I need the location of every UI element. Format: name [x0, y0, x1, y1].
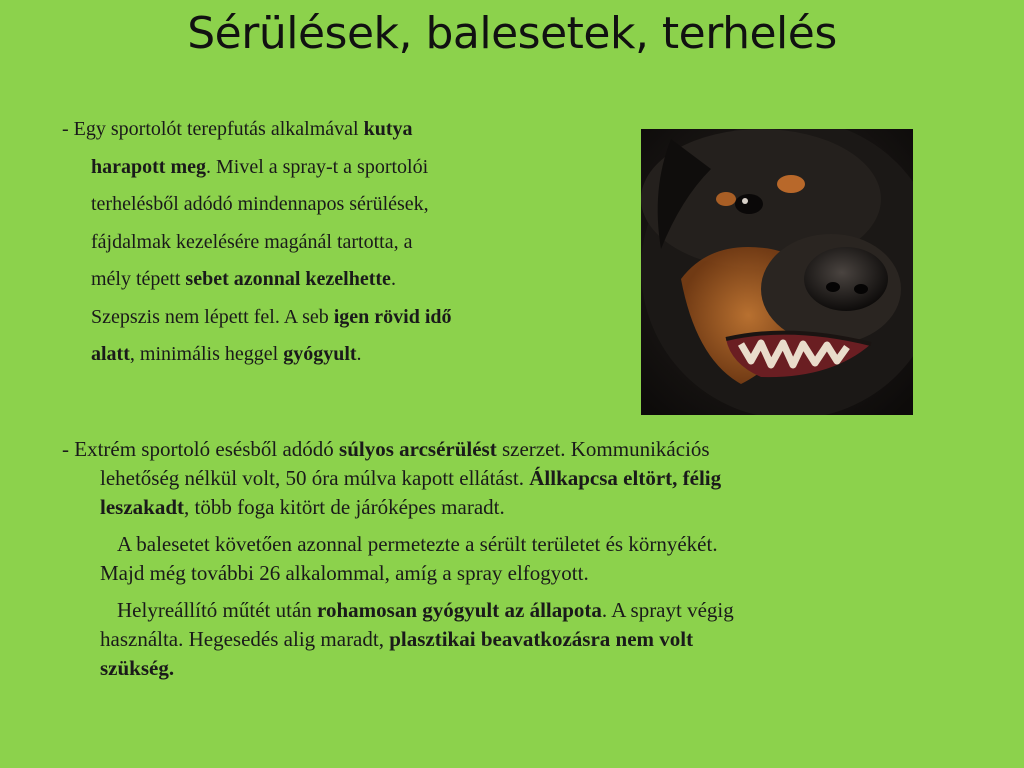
text-line: alatt, minimális heggel gyógyult. — [91, 343, 362, 365]
text-line: használta. Hegesedés alig maradt, plasztikai beavatkozásra nem volt — [100, 627, 694, 651]
case-extreme-sport-paragraph — [62, 435, 962, 683]
text-line: leszakadt, több foga kitört de járóképes maradt. — [100, 495, 505, 519]
case-dog-bite-paragraph — [62, 111, 622, 374]
text-line: mély tépett sebet azonnal kezelhette. — [91, 268, 396, 290]
text-line: harapott meg. Mivel a spray-t a sportolói — [91, 155, 429, 178]
rottweiler-dog-icon — [641, 129, 913, 415]
slide-title: Sérülések, balesetek, terhelés — [187, 8, 837, 59]
text-line: lehetőség nélkül volt, 50 óra múlva kapott ellátást. Állkapcsa eltört, félig — [100, 466, 722, 490]
text-line: - Egy sportolót terepfutás alkalmával kutya — [62, 118, 413, 140]
text-line: Helyreállító műtét után rohamosan gyógyult az állapota. A sprayt végig — [117, 598, 734, 622]
rottweiler-photo — [641, 129, 913, 415]
text-line: Majd még további 26 alkalommal, amíg a spray elfogyott. — [100, 561, 589, 585]
text-line: fájdalmak kezelésére magánál tartotta, a — [91, 230, 413, 253]
text-line: - Extrém sportoló esésből adódó súlyos arcsérülést szerzet. Kommunikációs — [62, 437, 710, 461]
text-line: A balesetet követően azonnal permetezte a sérült területet és környékét. — [117, 532, 718, 556]
text-line: Szepszis nem lépett fel. A seb igen rövid idő — [91, 305, 452, 328]
text-line: terhelésből adódó mindennapos sérülések, — [91, 193, 429, 215]
text-line: szükség. — [100, 656, 175, 680]
